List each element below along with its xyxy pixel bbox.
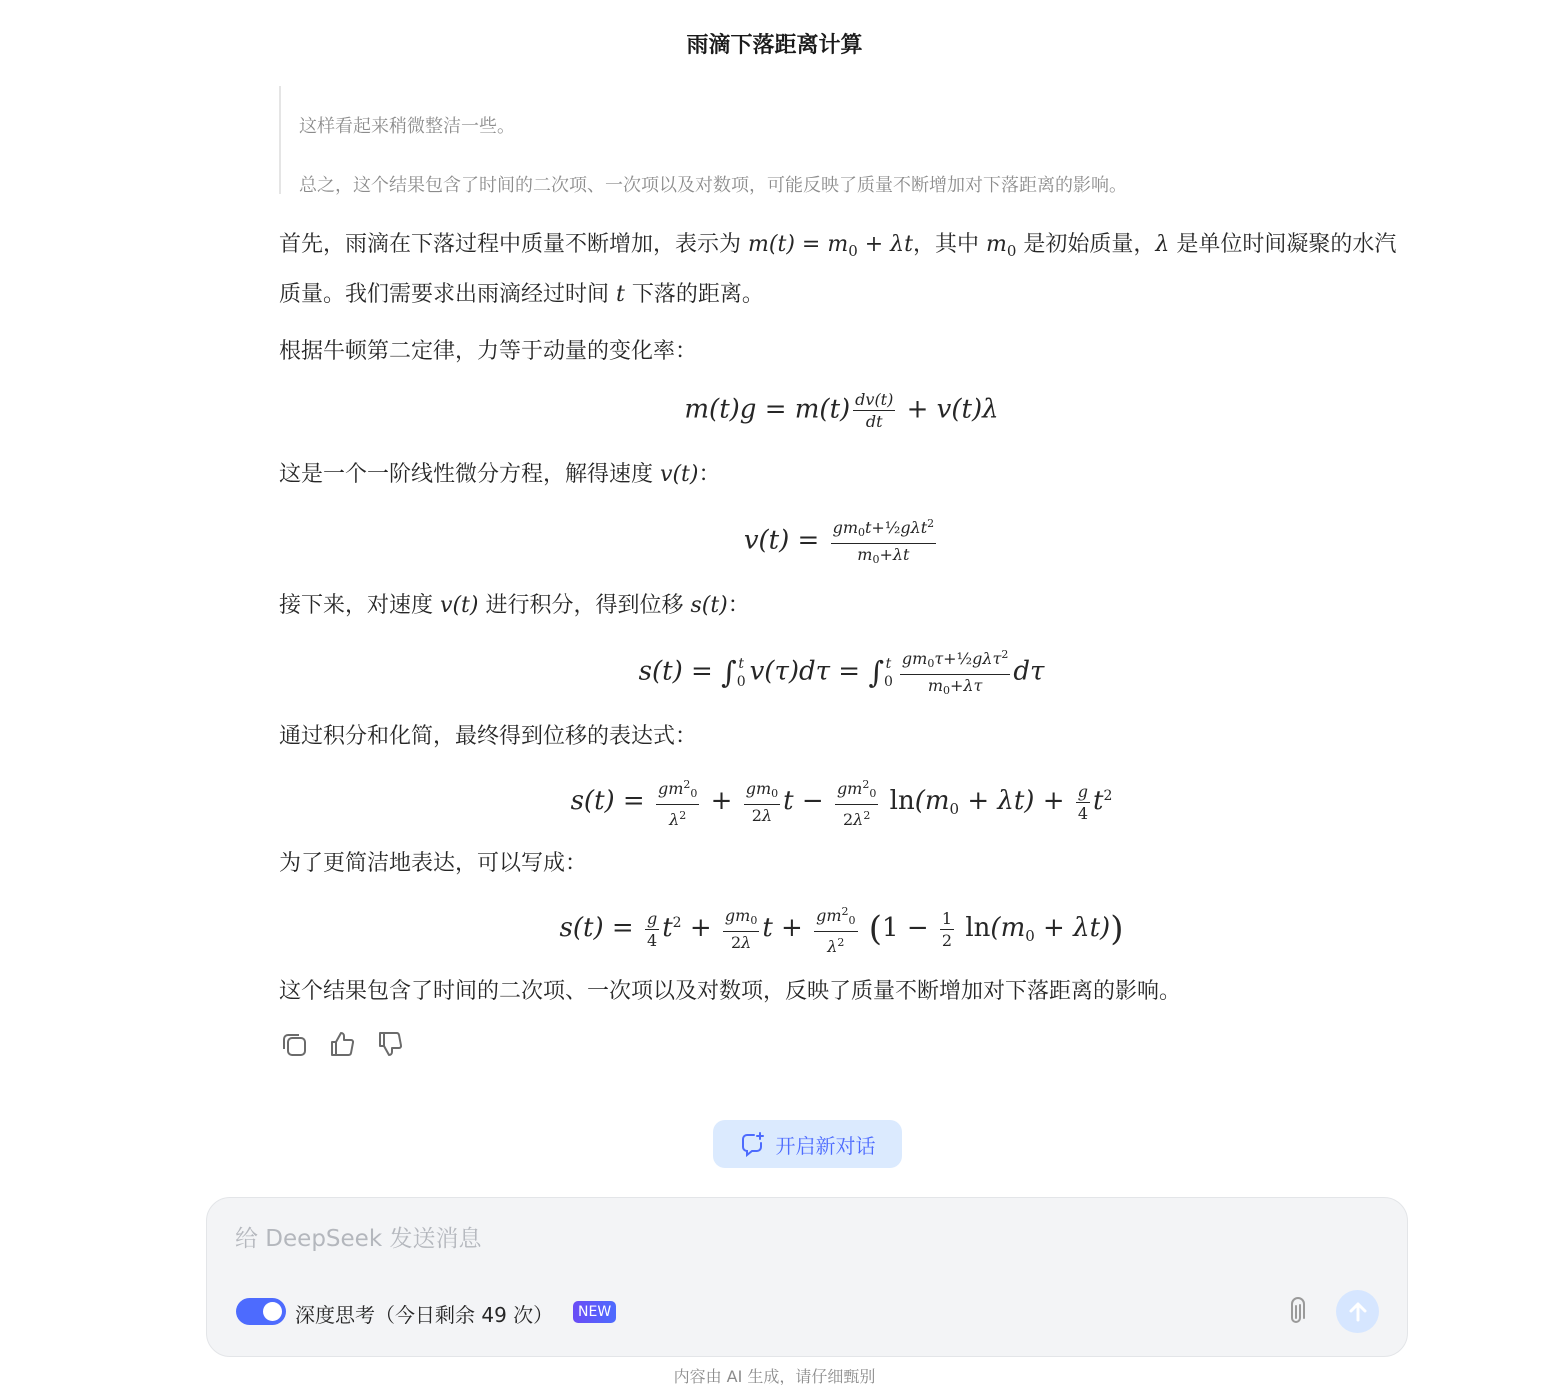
- message-input[interactable]: [235, 1226, 1235, 1252]
- paperclip-icon: [1283, 1297, 1309, 1327]
- message-actions: [279, 1029, 405, 1059]
- answer-paragraph-1: 首先，雨滴在下落过程中质量不断增加，表示为 $m(t) = m_0 + \lambda t$，其中 $m_0$ 是初始质量，λ 是单位时间凝聚的水汽质量。我们需要求出雨滴经过时间 t 下落的距离。: [279, 232, 1397, 307]
- new-badge: NEW: [573, 1301, 616, 1323]
- answer-paragraph-7: 这个结果包含了时间的二次项、一次项以及对数项，反映了质量不断增加对下落距离的影响。: [279, 979, 1182, 1004]
- thinking-line-2: 总之，这个结果包含了时间的二次项、一次项以及对数项，可能反映了质量不断增加对下落距离的影响。: [299, 175, 1127, 196]
- deep-think-toggle[interactable]: [236, 1298, 286, 1325]
- equation-velocity: v(t) = $\frac{gm0t+\frac{1}{2}g\lambda t^2}{m0+\lambda t}$: [279, 514, 1404, 569]
- attach-button[interactable]: [1279, 1295, 1313, 1329]
- equation-integral: s(t) = ∫ t 0 v(τ)dτ = ∫ t 0 $\frac{gm0\tau+\frac{1}{2}g\lambda\tau^2}{m0+\lambda\tau}$ dτ: [279, 645, 1404, 700]
- new-chat-button[interactable]: [713, 1120, 902, 1168]
- new-chat-icon: [740, 1131, 766, 1157]
- send-button[interactable]: [1336, 1290, 1379, 1333]
- thumbs-down-icon: [376, 1030, 404, 1058]
- thinking-line-1: 这样看起来稍微整洁一些。: [299, 116, 515, 137]
- copy-icon: [280, 1030, 308, 1058]
- like-button[interactable]: [327, 1029, 357, 1059]
- dislike-button[interactable]: [375, 1029, 405, 1059]
- thinking-block: [279, 86, 1399, 194]
- answer-paragraph-2: 根据牛顿第二定律，力等于动量的变化率：: [279, 339, 698, 364]
- answer-paragraph-6: 为了更简洁地表达，可以写成：: [279, 851, 588, 876]
- copy-button[interactable]: [279, 1029, 309, 1059]
- equation-newton: m(t)g = m(t) $\frac{dv(t)}{dt}$ + v(t)λ: [684, 390, 999, 431]
- chat-composer: [206, 1197, 1408, 1357]
- math-mass-formula: $m(t) = m_0 + \lambda t$: [748, 232, 913, 260]
- answer-paragraph-5: 通过积分和化简，最终得到位移的表达式：: [279, 724, 698, 749]
- thumbs-up-icon: [328, 1030, 356, 1058]
- toggle-knob: [263, 1302, 282, 1321]
- equation-simplified: s(t) = $\frac{g}{4}$ $t^2$ + $\frac{gm0}{2\lambda}$ t + $\frac{gm^20}{\lambda^2}$ (1 − $\frac{1}{2}$ $\ln(m_0 + \lambda t)$): [279, 902, 1404, 956]
- equation-displacement: s(t) = $\frac{gm^20}{\lambda^2}$ + $\frac{gm0}{2\lambda}$ t − $\frac{gm^20}{2\lambda^2}$ $\ln(m_0 + \lambda t)$ + $\frac{g}{4}$ $t^2$: [279, 775, 1404, 829]
- new-chat-label: 开启新对话: [775, 1133, 876, 1158]
- answer-paragraph-4: 接下来，对速度 v(t) 进行积分，得到位移 s(t)：: [279, 593, 750, 618]
- arrow-up-icon: [1347, 1301, 1369, 1323]
- answer-paragraph-3: 这是一个一阶线性微分方程，解得速度 v(t)：: [279, 462, 721, 487]
- ai-disclaimer: 内容由 AI 生成，请仔细甄别: [673, 1367, 876, 1385]
- deep-think-label: 深度思考（今日剩余 49 次）: [295, 1303, 554, 1327]
- page-title: 雨滴下落距离计算: [686, 33, 863, 58]
